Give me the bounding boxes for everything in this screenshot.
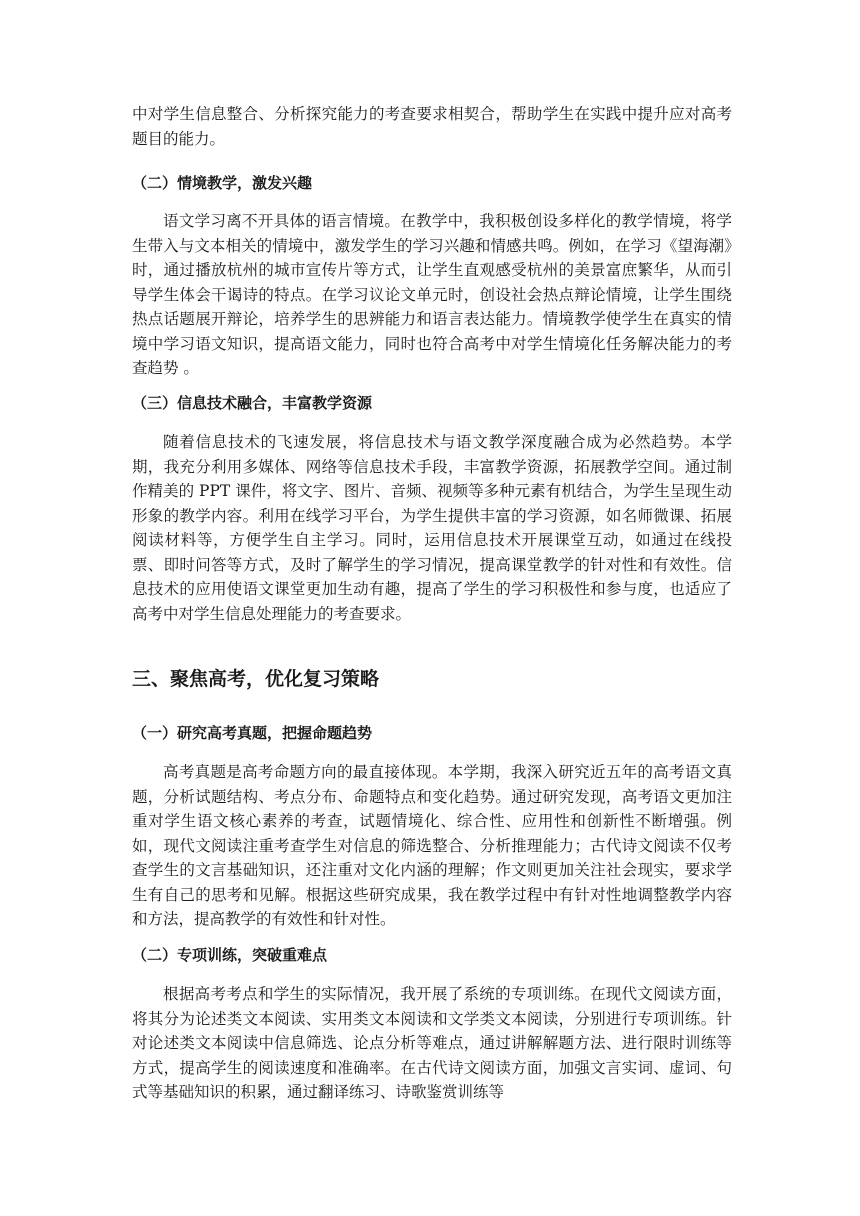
subsection-body-information-technology: 随着信息技术的飞速发展，将信息技术与语文教学深度融合成为必然趋势。本学期，我充分利用多媒体、网络等信息技术手段，丰富教学资源，拓展教学空间。通过制作精美的 PPT 课件，将文字、图片、音频、视频等多种元素有机结合，为学生呈现生动形象的教学内容。利用在线学习平台，为学生提供丰富的学习资源，如名师微课、拓展阅读材料等，方便学生自主学习。同时，运用信息技术开展课堂互动，如通过在线投票、即时问答等方式，及时了解学生的学习情况，提高课堂教学的针对性和有效性。信息技术的应用使语文课堂更加生动有趣，提高了学生的学习积极性和参与度，也适应了高考中对学生信息处理能力的考查要求。	[132, 433, 732, 623]
subsection-body-special-training: 根据高考考点和学生的实际情况，我开展了系统的专项训练。在现代文阅读方面，将其分为论述类文本阅读、实用类文本阅读和文学类文本阅读，分别进行专项训练。针对论述类文本阅读中信息筛选、论点分析等难点，通过讲解解题方法、进行限时训练等方式，提高学生的阅读速度和准确率。在古代诗文阅读方面，加强文言实词、虚词、句式等基础知识的积累，通过翻译练习、诗歌鉴赏训练等	[132, 985, 732, 1101]
subsection-heading-information-technology: （三）信息技术融合，丰富教学资源	[132, 394, 373, 412]
subsection-heading-exam-research: （一）研究高考真题，把握命题趋势	[132, 724, 373, 742]
subsection-heading-special-training: （二）专项训练，突破重难点	[132, 946, 328, 964]
continuation-paragraph: 中对学生信息整合、分析探究能力的考查要求相契合，帮助学生在实践中提升应对高考题目的能力。	[132, 105, 732, 148]
subsection-body-situational-teaching: 语文学习离不开具体的语言情境。在教学中，我积极创设多样化的教学情境，将学生带入与文本相关的情境中，激发学生的学习兴趣和情感共鸣。例如，在学习《望海潮》时，通过播放杭州的城市宣传片等方式，让学生直观感受杭州的美景富庶繁华，从而引导学生体会干谒诗的特点。在学习议论文单元时，创设社会热点辩论情境，让学生围绕热点话题展开辩论，培养学生的思辨能力和语言表达能力。情境教学使学生在真实的情境中学习语文知识，提高语文能力，同时也符合高考中对学生情境化任务解决能力的考查趋势 。	[132, 212, 732, 377]
section-heading-exam-focus: 三、聚焦高考，优化复习策略	[132, 668, 380, 690]
subsection-body-exam-research: 高考真题是高考命题方向的最直接体现。本学期，我深入研究近五年的高考语文真题，分析试题结构、考点分布、命题特点和变化趋势。通过研究发现，高考语文更加注重对学生语文核心素养的考查，试题情境化、综合性、应用性和创新性不断增强。例如，现代文阅读注重考查学生对信息的筛选整合、分析推理能力；古代诗文阅读不仅考查学生的文言基础知识，还注重对文化内涵的理解；作文则更加关注社会现实，要求学生有自己的思考和见解。根据这些研究成果，我在教学过程中有针对性地调整教学内容和方法，提高教学的有效性和针对性。	[132, 763, 732, 928]
subsection-heading-situational-teaching: （二）情境教学，激发兴趣	[132, 174, 313, 192]
